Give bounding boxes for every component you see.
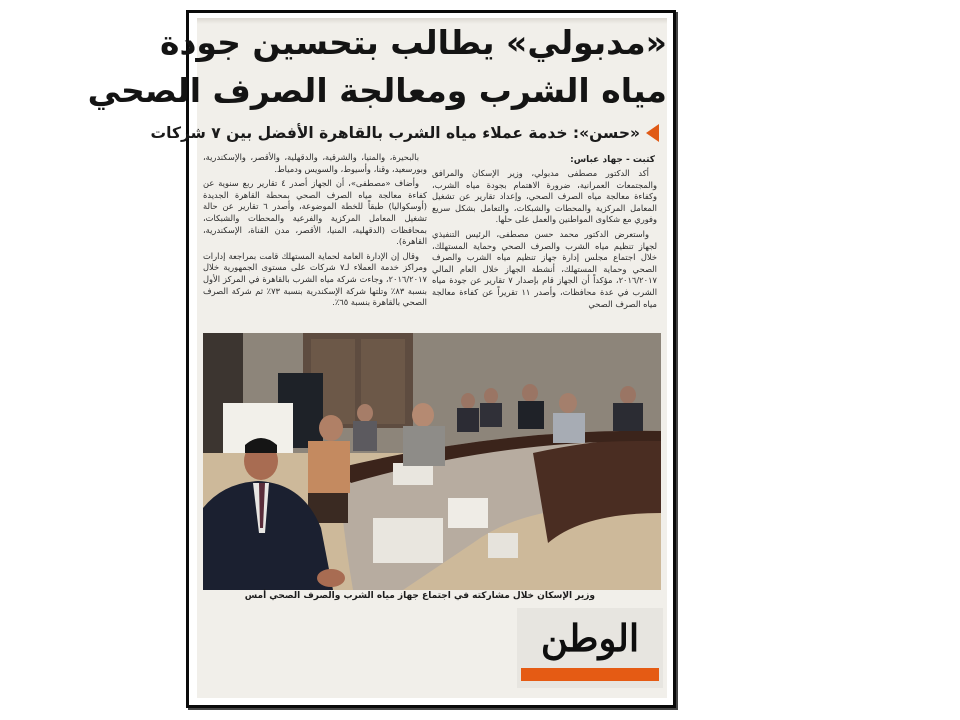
photo-caption: وزير الإسكان خلال مشاركته في اجتماع جهاز مياه الشرب والصرف الصحي أمس: [244, 591, 595, 601]
article-column-left: [203, 152, 427, 342]
article-column-right: [432, 168, 657, 343]
paragraph: أكد الدكتور مصطفى مدبولي، وزير الإسكان والمرافق والمجتمعات العمرانية، ضرورة الاهتمام بجودة مياه الشرب، وكفاءة معالجة مياه الصرف الصحي، وإعداد تقارير عن تشغيل المعامل المركزية والمحطات والشبكات، والتعامل بشكل سريع وفوري مع شكاوى المواطنين والعمل على حلها.: [432, 168, 657, 225]
newspaper-clipping: [87, 18, 667, 698]
paragraph: وأضاف «مصطفى»، أن الجهاز أصدر ٤ تقارير ربع سنوية عن كفاءة معالجة مياه الصرف الصحي بمحطة القاهرة الجديدة (أوسكواليا) طبقاً للخطة الموضوعة، وأصدر ٦ تقارير عن حالة تشغيل المعامل المركزية والفرعية والمحطات والشبكات، بمحافظات (الدقهلية، المنيا، الأقصر، مدن القناة، الإسكندرية، القاهرة).: [203, 178, 427, 247]
headline-line-1: «مدبولي» يطالب بتحسين جودة: [160, 23, 667, 62]
arrow-marker-icon: [646, 124, 659, 142]
meeting-photo: [203, 333, 661, 590]
publication-logo: [517, 608, 663, 688]
paragraph: وقال إن الإدارة العامة لحماية المستهلك قامت بمراجعة إدارات ومراكز خدمة العملاء لـ٧ شركات على مستوى الجمهورية خلال ٢٠١٦/٢٠١٧، وجاءت شركة مياه الشرب بالقاهرة في المركز الأول بنسبة ٨٣٪ وتلتها شركة الإسكندرية بنسبة ٧٣٪ ثم شركة الصرف الصحي بالقاهرة بنسبة ٦٥٪.: [203, 250, 428, 308]
logo-accent-bar: [521, 668, 659, 681]
byline: كتبت - جهاد عباس:: [570, 155, 655, 165]
paragraph: واستعرض الدكتور محمد حسن مصطفى، الرئيس التنفيذي لجهاز تنظيم مياه الشرب والصرف الصحي وحماية المستهلك، خلال اجتماع مجلس إدارة جهاز تنظيم مياه الشرب والصرف الصحي وحماية المستهلك، أنشطة الجهاز خلال العام المالي ٢٠١٦/٢٠١٧، مؤكداً أن الجهاز قام بإصدار ٧ تقارير عن جودة مياه الشرب في عدة محافظات، وأصدر ١١ تقريراً عن كفاءة معالجة مياه الصرف الصحي: [432, 228, 658, 309]
subheadline-text: «حسن»: خدمة عملاء مياه الشرب بالقاهرة الأفضل بين ٧ شركات: [150, 124, 640, 142]
subheadline: [150, 118, 659, 148]
paragraph: بالبحيرة، والمنيا، والشرقية، والدقهلية، والأقصر، والإسكندرية، وبورسعيد، وقنا، وأسيوط، والسويس ودمياط.: [203, 152, 427, 174]
headline-line-2: مياه الشرب ومعالجة الصرف الصحي: [87, 71, 667, 110]
logo-wordmark: الوطن: [540, 616, 640, 660]
